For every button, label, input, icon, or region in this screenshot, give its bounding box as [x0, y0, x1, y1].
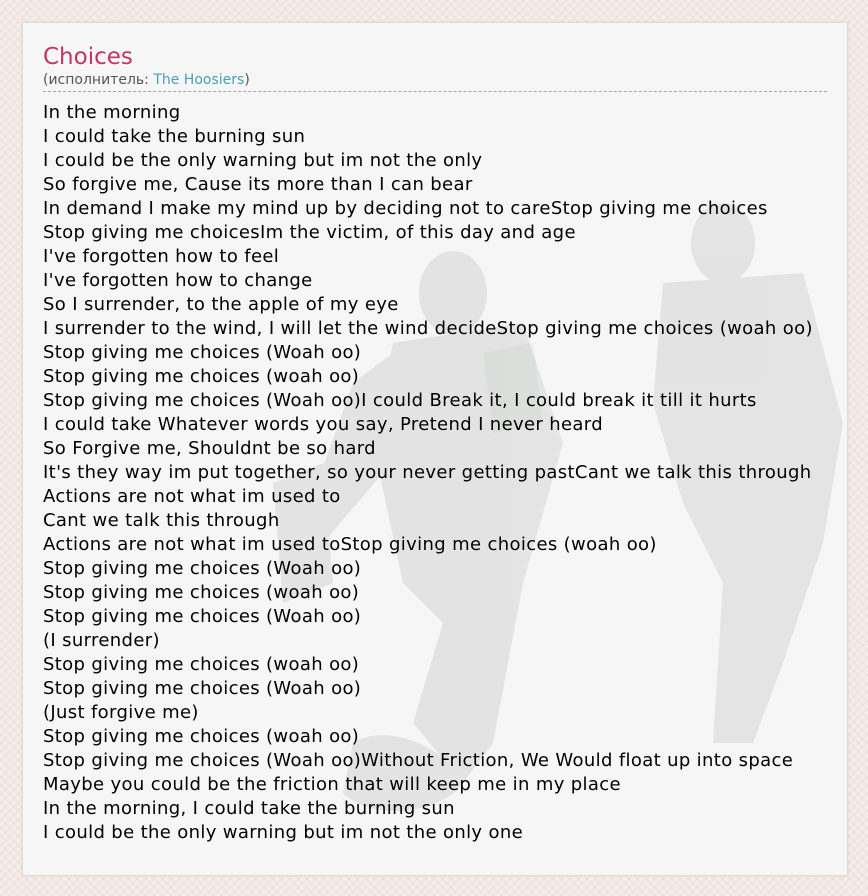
lyric-line: Actions are not what im used to	[43, 486, 341, 507]
lyric-line: In the morning, I could take the burning sun	[43, 798, 455, 819]
lyrics-body	[43, 101, 848, 845]
lyric-line: Stop giving me choicesIm the victim, of this day and age	[43, 222, 576, 243]
lyric-line: Stop giving me choices (Woah oo)	[43, 678, 362, 699]
lyric-line: Stop giving me choices (Woah oo)Without Friction, We Would float up into space	[43, 750, 794, 771]
lyric-line: Stop giving me choices (woah oo)	[43, 366, 360, 387]
lyric-line: I could take the burning sun	[43, 126, 306, 147]
lyric-line: I could take Whatever words you say, Pretend I never heard	[43, 414, 604, 435]
lyric-line: So I surrender, to the apple of my eye	[43, 294, 399, 315]
lyric-line: Stop giving me choices (woah oo)	[43, 582, 360, 603]
lyrics-card	[22, 22, 848, 876]
lyric-line: Cant we talk this through	[43, 510, 280, 531]
lyric-line: I've forgotten how to change	[43, 270, 313, 291]
lyric-line: Actions are not what im used toStop giving me choices (woah oo)	[43, 534, 657, 555]
artist-link[interactable]: The Hoosiers	[153, 72, 245, 88]
lyric-line: Stop giving me choices (woah oo)	[43, 654, 360, 675]
artist-suffix: )	[244, 72, 250, 88]
lyric-line: Stop giving me choices (woah oo)	[43, 726, 360, 747]
lyric-line: I surrender to the wind, I will let the wind decideStop giving me choices (woah oo)	[43, 318, 813, 339]
artist-meta	[43, 71, 827, 89]
lyric-line: (I surrender)	[43, 630, 160, 651]
lyric-line: I've forgotten how to feel	[43, 246, 280, 267]
lyric-line: Stop giving me choices (Woah oo)	[43, 606, 362, 627]
lyric-line: Stop giving me choices (Woah oo)	[43, 342, 362, 363]
lyric-line: Maybe you could be the friction that will keep me in my place	[43, 774, 621, 795]
song-title: Choices	[43, 44, 133, 70]
song-header	[43, 43, 827, 92]
lyric-line: (Just forgive me)	[43, 702, 199, 723]
lyric-line: I could be the only warning but im not the only one	[43, 822, 524, 843]
lyric-line: In demand I make my mind up by deciding not to careStop giving me choices	[43, 198, 768, 219]
lyric-line: Stop giving me choices (Woah oo)I could Break it, I could break it till it hurts	[43, 390, 757, 411]
lyric-line: So Forgive me, Shouldnt be so hard	[43, 438, 376, 459]
lyric-line: Stop giving me choices (Woah oo)	[43, 558, 362, 579]
lyric-line: So forgive me, Cause its more than I can bear	[43, 174, 473, 195]
artist-prefix: (исполнитель:	[43, 72, 154, 88]
lyric-line: I could be the only warning but im not the only	[43, 150, 483, 171]
lyric-line: It's they way im put together, so your never getting pastCant we talk this through	[43, 462, 812, 483]
lyric-line: In the morning	[43, 102, 181, 123]
